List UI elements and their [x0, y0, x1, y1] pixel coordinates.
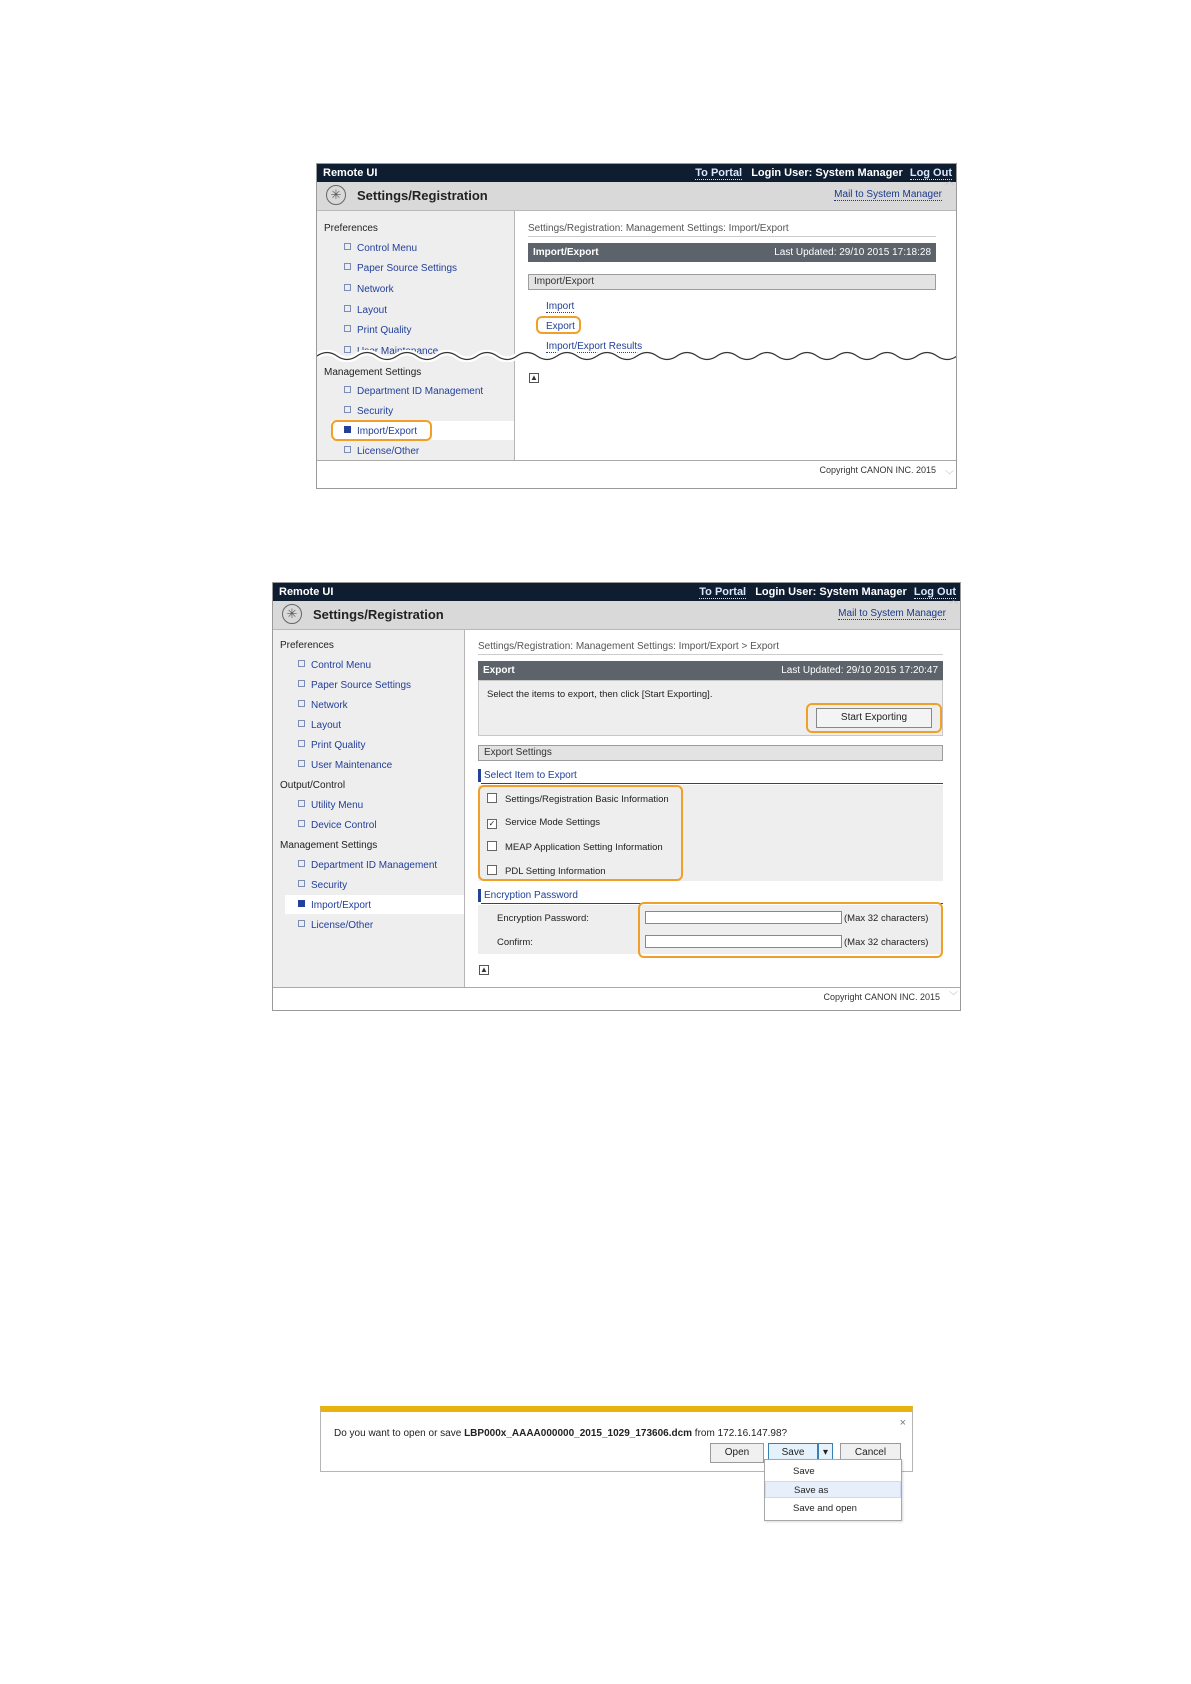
bullet-icon	[298, 820, 305, 827]
start-exporting-button[interactable]: Start Exporting	[816, 708, 932, 728]
section-header-export-settings: Export Settings	[478, 745, 943, 761]
sidebar-item-network[interactable]: Network	[298, 700, 348, 711]
encryption-password-label: Encryption Password:	[497, 913, 589, 924]
section-header-import-export: Import/Export	[528, 274, 936, 290]
wavy-break-line	[317, 350, 957, 362]
scroll-up-icon[interactable]: ︿	[944, 176, 954, 186]
subheader-select-item: Select Item to Export	[478, 769, 577, 782]
sidebar-item-control-menu[interactable]: Control Menu	[298, 660, 371, 671]
sidebar-item-import-export[interactable]: Import/Export	[344, 426, 417, 437]
checkbox-service-mode[interactable]: ✓	[488, 819, 496, 828]
sidebar-item-import-export[interactable]: Import/Export	[298, 900, 371, 911]
to-portal-link[interactable]: To Portal	[695, 167, 743, 179]
sidebar-item-paper-source-settings[interactable]: Paper Source Settings	[298, 680, 411, 691]
sidebar-section-preferences: Preferences	[280, 640, 334, 651]
scroll-down-icon[interactable]: ﹀	[944, 470, 954, 480]
app-title: Remote UI	[279, 586, 334, 598]
sidebar-section-management-settings: Management Settings	[324, 367, 422, 378]
highlight-export	[536, 316, 581, 334]
settings-logo-icon: ✳	[282, 604, 302, 624]
bullet-icon	[298, 740, 305, 747]
page-title: Settings/Registration	[357, 188, 488, 203]
last-updated: Last Updated: 29/10 2015 17:20:47	[781, 665, 938, 676]
title-bar	[478, 661, 943, 680]
max-characters-hint: (Max 32 characters)	[844, 937, 929, 948]
max-characters-hint: (Max 32 characters)	[844, 913, 929, 924]
sidebar-item-paper-source-settings[interactable]: Paper Source Settings	[344, 263, 457, 274]
sidebar-item-utility-menu[interactable]: Utility Menu	[298, 800, 363, 811]
copyright: Copyright CANON INC. 2015	[819, 465, 936, 475]
scroll-down-icon[interactable]: ﹀	[948, 991, 958, 1001]
close-icon[interactable]: ×	[899, 1417, 906, 1429]
confirm-label: Confirm:	[497, 937, 533, 948]
sidebar-section-preferences: Preferences	[324, 223, 378, 234]
subheader-underline	[481, 783, 943, 784]
bullet-icon	[298, 660, 305, 667]
sidebar-item-license-other[interactable]: License/Other	[298, 920, 373, 931]
back-to-top-icon[interactable]: ▲	[480, 965, 488, 974]
sidebar-item-device-control[interactable]: Device Control	[298, 820, 377, 831]
highlight-start-exporting	[806, 703, 942, 733]
page-header	[317, 182, 956, 211]
bullet-icon	[298, 760, 305, 767]
top-bar	[273, 583, 960, 601]
checkbox-row-meap[interactable]: MEAP Application Setting Information	[487, 841, 663, 853]
download-filename: LBP000x_AAAA000000_2015_1029_173606.dcm	[464, 1428, 693, 1439]
app-title: Remote UI	[323, 167, 378, 179]
footer-divider	[317, 460, 957, 461]
sidebar-item-user-maintenance[interactable]: User Maintenance	[298, 760, 392, 771]
import-export-results-link[interactable]: Import/Export Results	[546, 341, 643, 352]
save-dropdown-arrow-icon[interactable]: ▾	[818, 1443, 833, 1463]
bullet-icon	[298, 720, 305, 727]
highlight-select-items	[478, 785, 683, 881]
log-out-link[interactable]: Log Out	[909, 167, 952, 179]
subheader-encryption-password: Encryption Password	[478, 889, 578, 902]
login-user-text: Login User: System Manager	[755, 586, 907, 598]
remote-ui-window-export	[272, 582, 961, 1011]
bullet-icon	[298, 860, 305, 867]
copyright: Copyright CANON INC. 2015	[823, 992, 940, 1002]
bullet-icon	[298, 900, 305, 907]
instruction-text: Select the items to export, then click [Start Exporting].	[487, 689, 713, 700]
back-to-top-icon[interactable]: ▲	[530, 373, 538, 382]
cancel-button[interactable]: Cancel	[840, 1443, 901, 1463]
remote-ui-window-import-export	[316, 163, 957, 489]
bullet-icon	[298, 920, 305, 927]
top-bar-links	[693, 586, 956, 598]
sidebar-item-license-other[interactable]: License/Other	[344, 446, 419, 457]
save-dropdown-menu	[764, 1459, 902, 1521]
bullet-icon	[344, 284, 351, 291]
bullet-icon	[344, 305, 351, 312]
sidebar-section-management-settings: Management Settings	[280, 840, 378, 851]
bullet-icon	[298, 880, 305, 887]
breadcrumb: Settings/Registration: Management Settings: Import/Export	[528, 223, 789, 234]
page-header	[273, 601, 960, 630]
sidebar	[317, 211, 515, 460]
to-portal-link[interactable]: To Portal	[699, 586, 747, 598]
highlight-password-fields	[638, 902, 943, 958]
bullet-icon	[344, 406, 351, 413]
bullet-icon	[298, 700, 305, 707]
sidebar-item-security[interactable]: Security	[298, 880, 347, 891]
mail-to-system-manager-link[interactable]: Mail to System Manager	[834, 189, 942, 200]
breadcrumb-divider	[528, 236, 936, 237]
bullet-icon	[344, 386, 351, 393]
bullet-icon	[344, 243, 351, 250]
top-bar-links	[689, 167, 952, 179]
bullet-icon	[344, 263, 351, 270]
settings-logo-icon: ✳	[326, 185, 346, 205]
highlight-import-export	[331, 420, 432, 441]
title-bar-label: Export	[483, 665, 515, 676]
breadcrumb-divider	[478, 654, 943, 655]
page-title: Settings/Registration	[313, 607, 444, 622]
last-updated: Last Updated: 29/10 2015 17:18:28	[774, 247, 931, 258]
sidebar-item-security[interactable]: Security	[344, 406, 393, 417]
sidebar-item-department-id-management[interactable]: Department ID Management	[344, 386, 483, 397]
menu-item-save-as[interactable]: Save as	[765, 1481, 901, 1498]
sidebar-item-control-menu[interactable]: Control Menu	[344, 243, 417, 254]
checkbox-row-service-mode[interactable]: ✓ Service Mode Settings	[488, 817, 601, 828]
sidebar	[273, 630, 465, 987]
menu-item-save[interactable]: Save	[793, 1466, 815, 1477]
open-button[interactable]: Open	[710, 1443, 764, 1463]
sidebar-item-department-id-management[interactable]: Department ID Management	[298, 860, 437, 871]
menu-item-save-and-open[interactable]: Save and open	[793, 1503, 857, 1514]
sidebar-item-print-quality[interactable]: Print Quality	[298, 740, 365, 751]
bullet-icon	[298, 800, 305, 807]
title-bar	[528, 243, 936, 262]
bullet-icon	[298, 680, 305, 687]
bullet-icon	[344, 325, 351, 332]
mail-to-system-manager-link[interactable]: Mail to System Manager	[838, 608, 946, 619]
sidebar-item-network[interactable]: Network	[344, 284, 394, 295]
checkbox-row-pdl[interactable]: PDL Setting Information	[487, 865, 606, 877]
bullet-icon	[344, 446, 351, 453]
sidebar-item-print-quality[interactable]: Print Quality	[344, 325, 411, 336]
download-message: Do you want to open or save LBP000x_AAAA000000_2015_1029_173606.dcm from 172.16.147.98?	[334, 1428, 788, 1439]
title-bar-label: Import/Export	[533, 247, 599, 258]
import-link[interactable]: Import	[546, 301, 575, 312]
export-link[interactable]: Export	[546, 321, 575, 332]
login-user-text: Login User: System Manager	[751, 167, 903, 179]
checkbox-row-basic-info[interactable]: Settings/Registration Basic Information	[487, 793, 669, 805]
save-button[interactable]: Save	[768, 1443, 818, 1463]
sidebar-item-layout[interactable]: Layout	[298, 720, 341, 731]
top-bar	[317, 164, 956, 182]
breadcrumb: Settings/Registration: Management Settings: Import/Export > Export	[478, 641, 779, 652]
log-out-link[interactable]: Log Out	[913, 586, 956, 598]
sidebar-section-output-control: Output/Control	[280, 780, 346, 791]
sidebar-item-user-maintenance[interactable]: User Maintenance	[344, 346, 438, 357]
footer-divider	[273, 987, 961, 988]
sidebar-item-layout[interactable]: Layout	[344, 305, 387, 316]
scroll-up-icon[interactable]: ︿	[948, 595, 958, 605]
